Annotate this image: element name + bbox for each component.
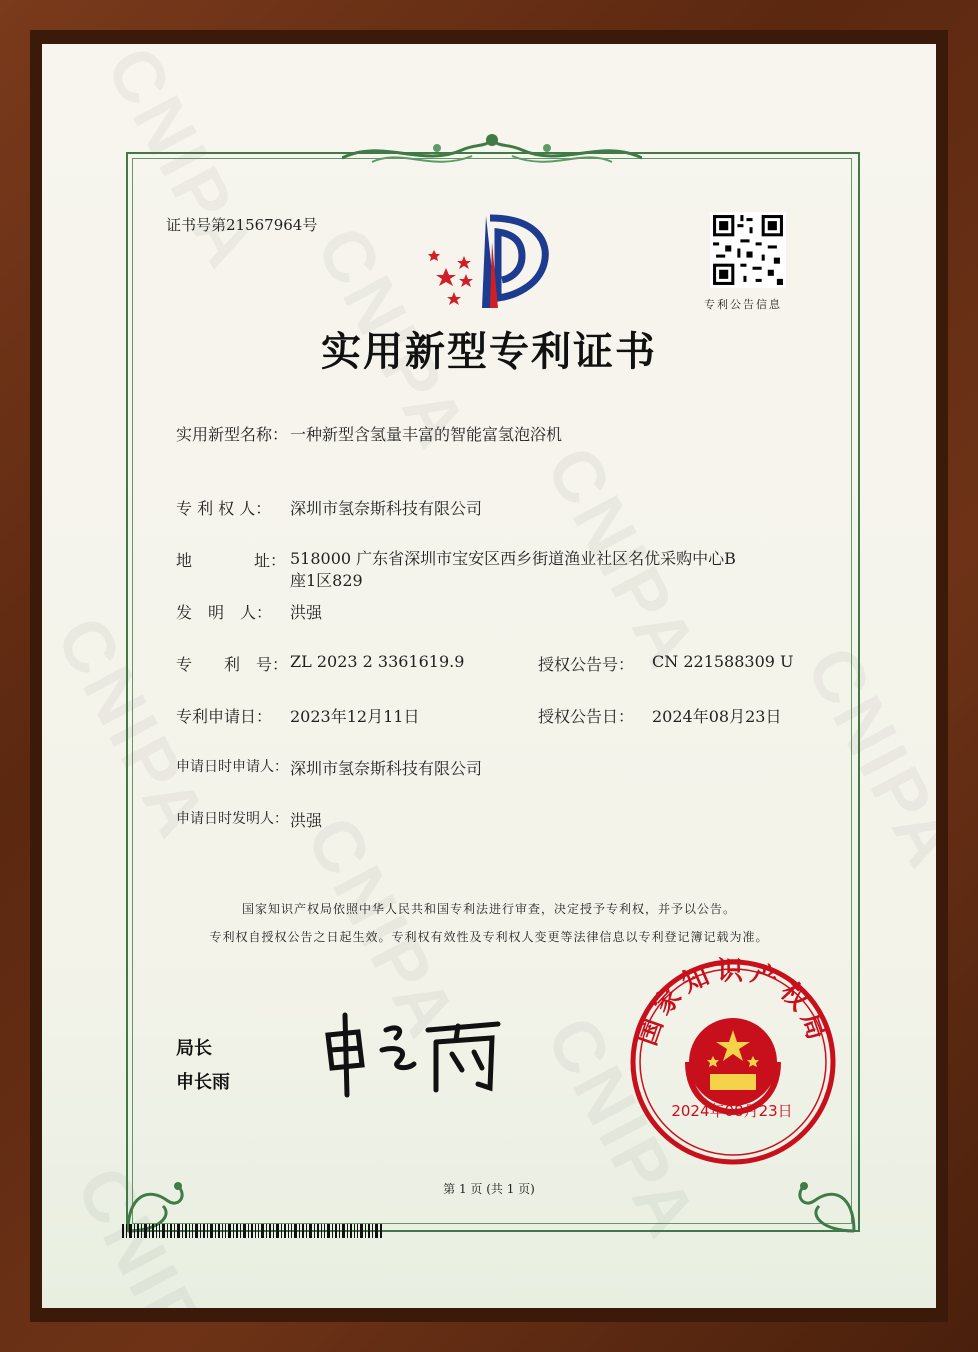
applicant-label: 申请日时申请人： xyxy=(176,759,288,775)
director-signature xyxy=(318,1010,508,1100)
inventor-value: 洪强 xyxy=(290,603,323,622)
owner-value: 深圳市氢奈斯科技有限公司 xyxy=(290,499,483,518)
address-label: 地 xyxy=(176,551,193,570)
filing-date-value: 2023年12月11日 xyxy=(290,707,420,726)
name-label: 实用新型名称： xyxy=(176,425,289,444)
address-label-colon: 址： xyxy=(254,551,287,570)
name-value: 一种新型含氢量丰富的智能富氢泡浴机 xyxy=(290,425,563,444)
qr-caption: 专利公告信息 xyxy=(704,298,782,311)
patent-no-label: 专 利 号： xyxy=(176,655,289,674)
certificate-paper xyxy=(42,44,936,1308)
cnipa-logo-icon xyxy=(426,212,556,312)
grant-no-value: CN 221588309 U xyxy=(652,652,794,671)
grant-date-label: 授权公告日： xyxy=(538,707,635,726)
official-seal-icon xyxy=(618,952,848,1172)
seal-text: 国家知识产权局 xyxy=(632,956,834,1050)
applicant-value: 深圳市氢奈斯科技有限公司 xyxy=(290,759,483,778)
seal-date: 2024年08月23日 xyxy=(671,1102,793,1120)
qr-code-icon[interactable] xyxy=(710,212,786,288)
inventor-label: 发 明 人： xyxy=(176,603,273,622)
director-title: 局长 xyxy=(176,1038,212,1059)
patent-no-value: ZL 2023 2 3361619.9 xyxy=(290,652,465,671)
address-value: 518000 广东省深圳市宝安区西乡街道渔业社区名优采购中心B座1区829 xyxy=(290,549,736,590)
applicant-inventor-value: 洪强 xyxy=(290,811,323,830)
certificate-title: 实用新型专利证书 xyxy=(321,329,657,375)
top-ornament-icon xyxy=(342,128,642,178)
grant-date-value: 2024年08月23日 xyxy=(652,707,782,726)
page-number: 第 1 页 (共 1 页) xyxy=(443,1182,535,1196)
barcode-icon xyxy=(122,1224,382,1238)
filing-date-label: 专利申请日： xyxy=(176,707,273,726)
owner-label: 专 利 权 人： xyxy=(176,499,272,518)
notice-line-1: 国家知识产权局依照中华人民共和国专利法进行审查，决定授予专利权，并予以公告。 xyxy=(241,902,736,916)
director-name: 申长雨 xyxy=(176,1072,230,1093)
notice-line-2: 专利权自授权公告之日起生效。专利权有效性及专利权人变更等法律信息以专利登记簿记载为准。 xyxy=(209,930,769,944)
grant-no-label: 授权公告号： xyxy=(538,655,635,674)
applicant-inventor-label: 申请日时发明人： xyxy=(176,811,288,827)
certificate-number: 证书号第21567964号 xyxy=(166,216,318,234)
